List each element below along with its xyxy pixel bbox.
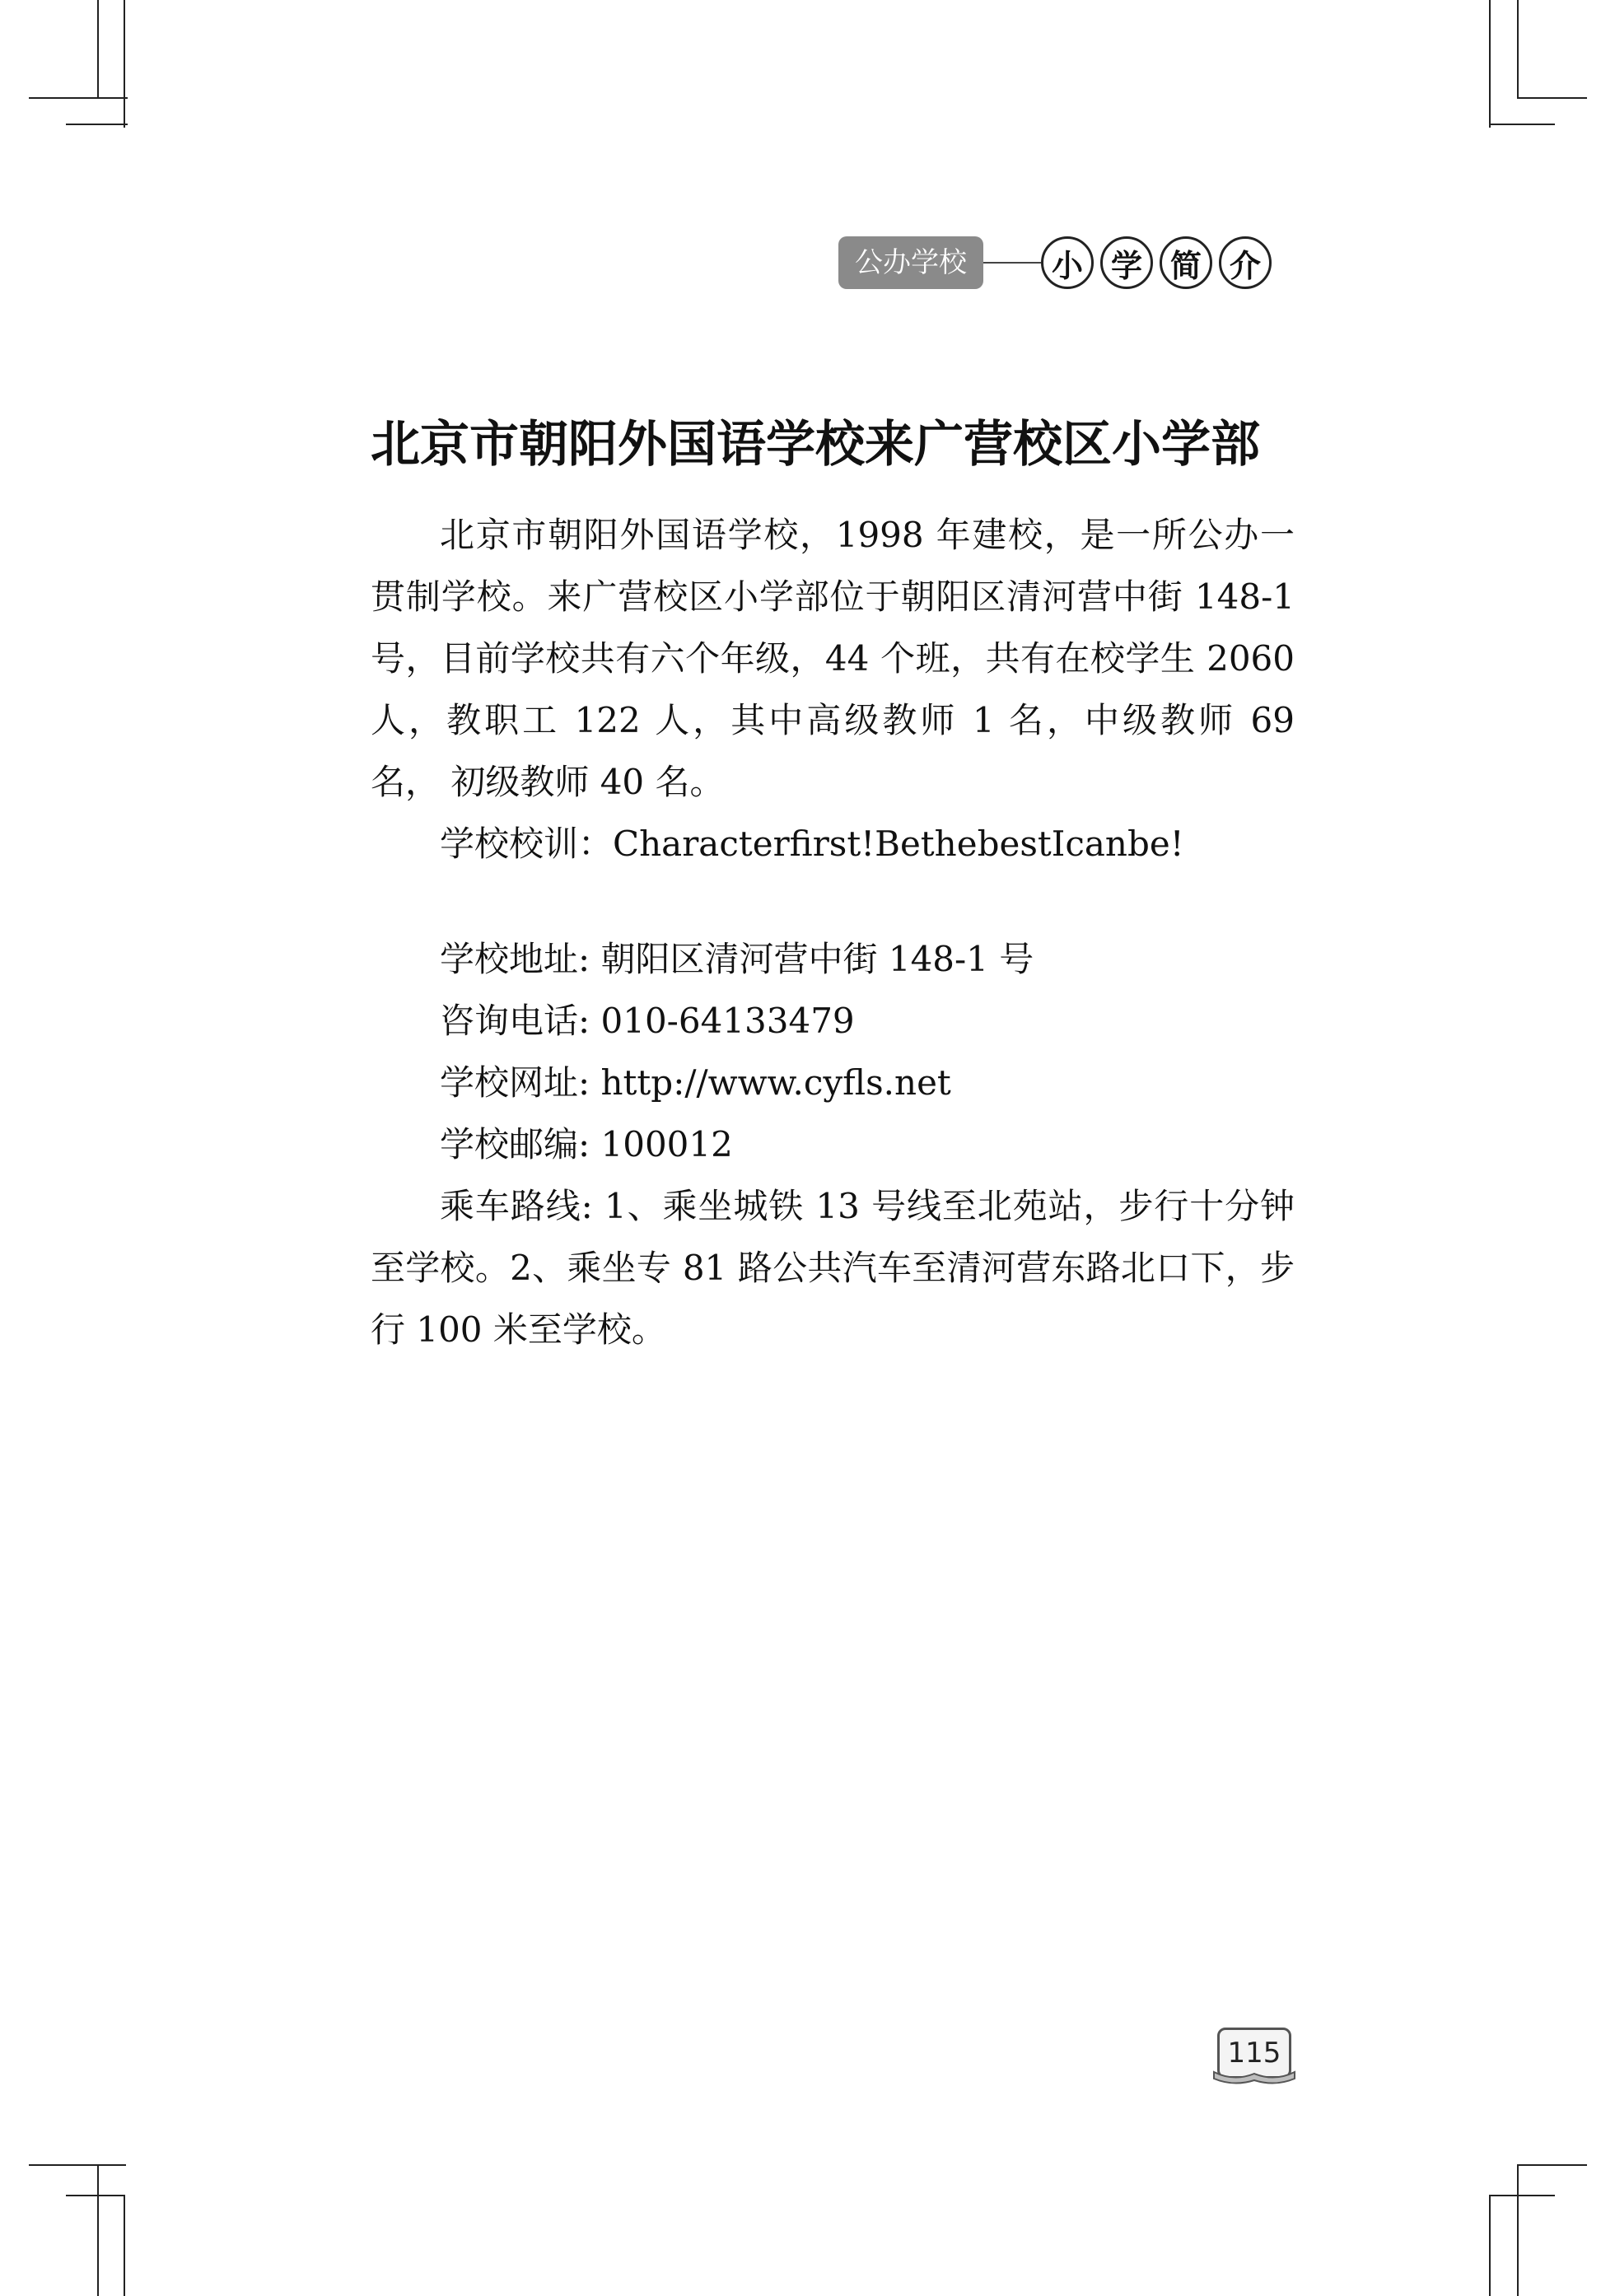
motto-line: 学校校训：Characterfirst!BethebestIcanbe! — [440, 824, 1184, 864]
page-title: 北京市朝阳外国语学校来广营校区小学部 — [371, 416, 1260, 474]
header-circle-char: 简 — [1160, 236, 1212, 289]
spacer — [371, 875, 1295, 928]
crop-mark — [1489, 2195, 1491, 2296]
running-header — [838, 236, 1272, 289]
header-title-circles — [1041, 236, 1272, 289]
intro-paragraph: 北京市朝阳外国语学校，1998 年建校，是一所公办一贯制学校。来广营校区小学部位于朝阳区清河营中街 148-1 号，目前学校共有六个年级，44 个班，共有在校学生 2060 人，教职工 122 人，其中高级教师 1 名，中级教师 69 名， 初级教师 40 名。 — [371, 515, 1295, 802]
phone-line: 咨询电话: 010-64133479 — [440, 1001, 855, 1041]
crop-mark — [1517, 0, 1519, 99]
crop-mark — [1517, 2164, 1587, 2166]
crop-mark — [1489, 0, 1491, 128]
website-line: 学校网址: http://www.cyfls.net — [440, 1062, 951, 1103]
crop-mark — [97, 0, 99, 99]
section-tag: 公办学校 — [838, 236, 983, 289]
crop-mark — [1489, 2195, 1555, 2196]
book-icon — [1212, 2069, 1296, 2087]
crop-mark — [66, 2195, 125, 2196]
crop-mark — [124, 0, 125, 128]
crop-mark — [124, 2195, 125, 2296]
crop-mark — [97, 2164, 99, 2296]
crop-mark — [29, 2164, 126, 2166]
header-circle-char: 小 — [1041, 236, 1094, 289]
postcode-line: 学校邮编: 100012 — [440, 1124, 733, 1164]
crop-mark — [1517, 97, 1587, 99]
page-number: 115 — [1217, 2028, 1291, 2079]
crop-mark — [1489, 124, 1555, 125]
header-circle-char: 介 — [1219, 236, 1272, 289]
route-paragraph: 乘车路线: 1、乘坐城铁 13 号线至北苑站，步行十分钟至学校。2、乘坐专 81 路公共汽车至清河营东路北口下，步行 100 米至学校。 — [371, 1186, 1295, 1350]
address-line: 学校地址: 朝阳区清河营中街 148-1 号 — [440, 939, 1034, 979]
crop-mark — [29, 97, 128, 99]
header-circle-char: 学 — [1100, 236, 1153, 289]
crop-mark — [1517, 2164, 1519, 2296]
crop-mark — [66, 124, 128, 125]
article-body — [371, 504, 1295, 1360]
header-divider — [983, 262, 1041, 264]
